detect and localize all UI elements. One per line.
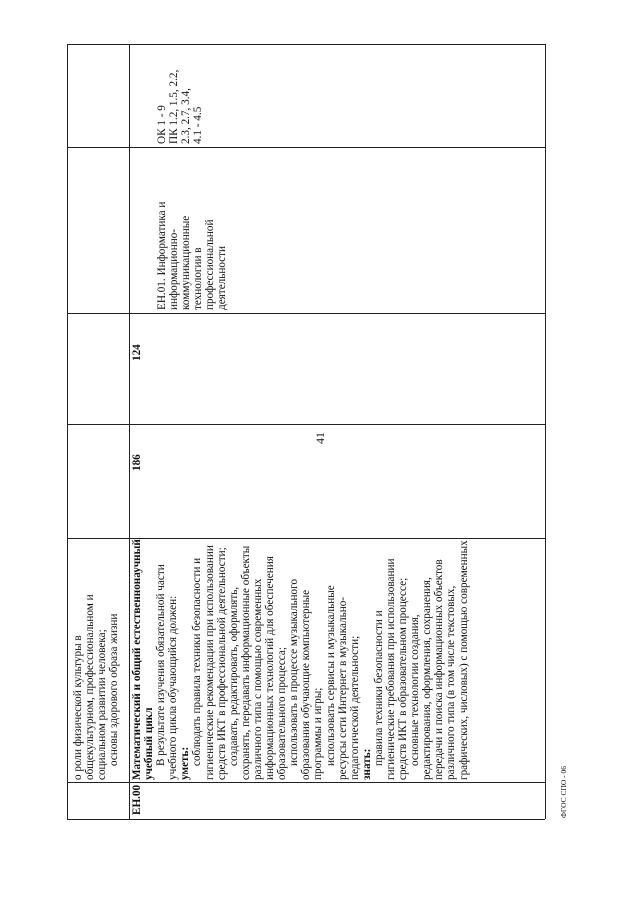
row-separator (129, 44, 130, 819)
page-number: 41 (313, 432, 327, 444)
row-index (131, 781, 143, 815)
cycle-title: учебный цикл (143, 707, 156, 780)
text-line: программы и игры; (312, 687, 325, 780)
column-separator-discipline (67, 313, 545, 314)
text-line: общекультурном, профессиональном и (84, 594, 97, 780)
text-line: сохранять, передавать информационные объекты (239, 545, 252, 780)
column-separator-required (67, 424, 545, 425)
competency-line: ОК 1 - 9 (156, 105, 168, 144)
text-line: гигиенические требования при использовании (384, 558, 397, 780)
description-cell (131, 536, 470, 780)
discipline-line: деятельности (216, 245, 229, 310)
discipline-line: технологии в (192, 247, 205, 310)
table-border-bottom (67, 819, 545, 820)
table-border-right (545, 44, 546, 819)
footer-code: ФГОС СПО - 06 (559, 765, 568, 818)
text-line: информационных технологий для обеспечения (264, 556, 277, 780)
text-line: ресурсы сети Интернет в музыкально- (336, 596, 349, 780)
competency-line: 2.3, 2.7, 3.4, (180, 88, 193, 144)
text-line: знать: (360, 748, 373, 780)
text-line: основы здорового образа жизни (108, 613, 121, 766)
continuation-text (72, 540, 120, 780)
text-line: социальном развитии человека; (96, 629, 109, 780)
discipline-line: профессиональной (204, 219, 217, 310)
discipline-line: ЕН.01. Информатика и (156, 201, 168, 310)
index-label: ЕН.00 (131, 784, 143, 815)
text-line: редактирования, оформления, сохранения, (421, 577, 434, 780)
text-line: уметь: (179, 746, 192, 780)
text-line: учебного цикла обучающийся должен: (167, 595, 180, 780)
text-line: педагогической деятельности; (348, 635, 361, 780)
cycle-title: Математический и общий естественнонаучный (131, 539, 143, 780)
text-line: образовательного процесса; (276, 647, 289, 780)
text-line: различного типа (в том числе текстовых, (445, 585, 458, 780)
total-hours (131, 431, 143, 471)
text-line: образования обучающие компьютерные (300, 589, 313, 780)
text-line: соблюдать правила техники безопасности и (191, 557, 204, 766)
competency-line: 4.1 - 4.5 (192, 106, 205, 144)
text-line: использовать в процессе музыкального (288, 578, 301, 766)
text-line: правила техники безопасности и (372, 610, 385, 766)
column-separator-competencies (67, 147, 545, 148)
competency-line: ПК 1.2, 1.5, 2.2, (168, 69, 181, 144)
required-hours-value: 124 (131, 344, 143, 361)
text-line: создавать, редактировать, оформлять, (227, 586, 240, 766)
text-line: В результате изучения обязательной части (155, 564, 168, 766)
text-line: средств ИКТ в профессиональной деятельности; (215, 547, 228, 780)
text-line: о роли физической культуры в (72, 635, 84, 780)
text-line: передачи и поиска информационных объектов (433, 559, 446, 780)
text-line: основные технологии создания, (409, 614, 422, 766)
competencies-cell (156, 48, 204, 144)
text-line: графических, числовых) с помощью современных (457, 540, 470, 780)
text-line: средств ИКТ в образовательном процессе; (397, 577, 410, 780)
total-hours-value: 186 (131, 454, 143, 471)
discipline-line: информационно- (168, 228, 181, 310)
table-border-top (67, 44, 545, 45)
text-line: различного типа с помощью современных (251, 578, 264, 780)
discipline-line: коммуникационные (180, 215, 193, 310)
discipline-cell (156, 150, 229, 310)
text-line: использовать сервисы и музыкальные (324, 585, 337, 766)
text-line: гигиенические рекомендации при использовании (203, 545, 216, 780)
required-hours (131, 321, 143, 361)
table-border-left (67, 44, 68, 819)
